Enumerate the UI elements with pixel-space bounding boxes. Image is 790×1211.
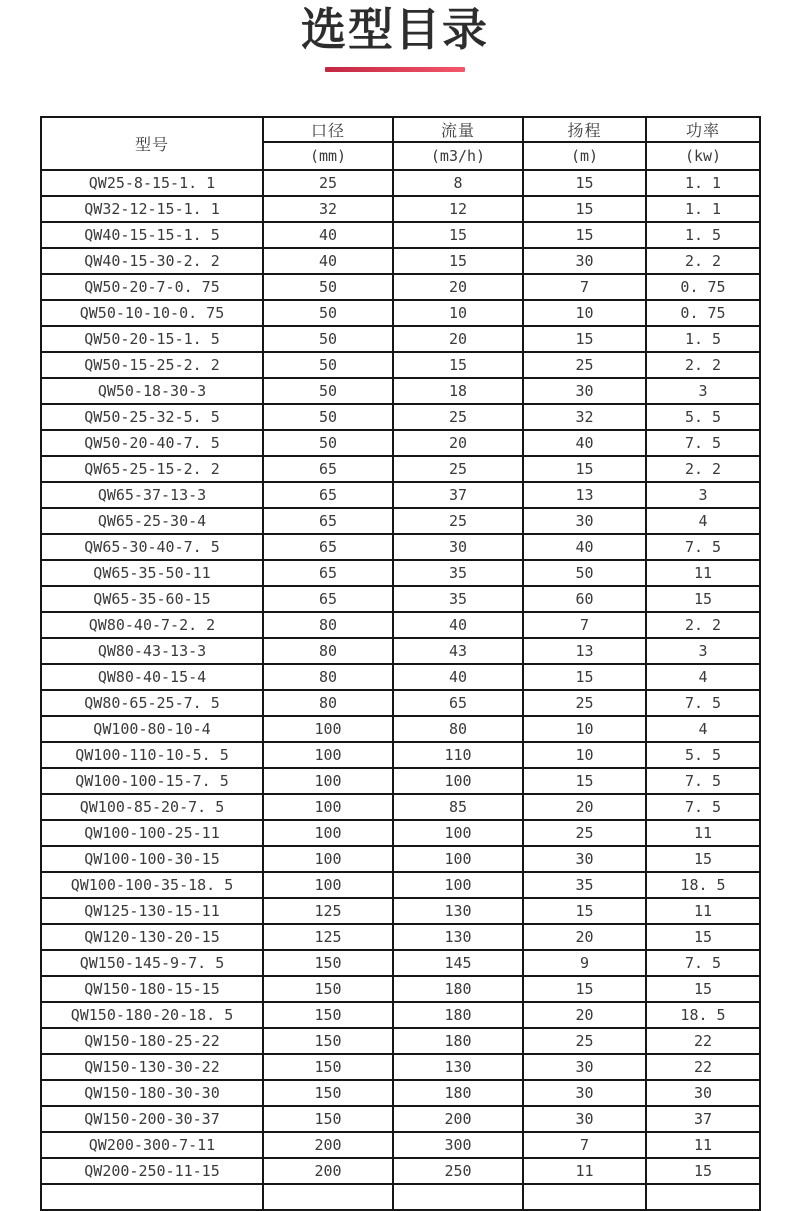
model-cell: QW40-15-30-2. 2 — [41, 248, 263, 274]
power-cell: 2. 2 — [646, 248, 760, 274]
model-cell: QW150-180-20-18. 5 — [41, 1002, 263, 1028]
table-row — [41, 326, 760, 352]
table-row — [41, 430, 760, 456]
diameter-cell: 65 — [263, 456, 393, 482]
head-cell: 30 — [523, 846, 646, 872]
flow-cell: 15 — [393, 248, 523, 274]
table-row — [41, 508, 760, 534]
model-cell: QW100-100-15-7. 5 — [41, 768, 263, 794]
power-cell: 15 — [646, 586, 760, 612]
flow-cell: 300 — [393, 1132, 523, 1158]
diameter-cell: 65 — [263, 560, 393, 586]
model-cell: QW50-20-7-0. 75 — [41, 274, 263, 300]
power-cell: 1. 5 — [646, 222, 760, 248]
power-cell: 7. 5 — [646, 534, 760, 560]
model-cell: QW65-35-50-11 — [41, 560, 263, 586]
table-row — [41, 898, 760, 924]
model-cell: QW150-145-9-7. 5 — [41, 950, 263, 976]
title-accent-divider — [325, 67, 465, 72]
model-cell: QW40-15-15-1. 5 — [41, 222, 263, 248]
flow-cell: 20 — [393, 430, 523, 456]
diameter-cell: 125 — [263, 924, 393, 950]
empty-cell — [41, 1184, 263, 1210]
power-cell: 7. 5 — [646, 430, 760, 456]
model-cell: QW32-12-15-1. 1 — [41, 196, 263, 222]
diameter-cell: 40 — [263, 248, 393, 274]
head-cell: 30 — [523, 378, 646, 404]
table-row — [41, 768, 760, 794]
table-row — [41, 352, 760, 378]
model-column-header: 型号 — [41, 117, 263, 170]
head-cell: 20 — [523, 794, 646, 820]
model-cell: QW80-65-25-7. 5 — [41, 690, 263, 716]
flow-cell: 20 — [393, 274, 523, 300]
table-row — [41, 560, 760, 586]
head-cell: 40 — [523, 534, 646, 560]
model-cell: QW120-130-20-15 — [41, 924, 263, 950]
model-cell: QW100-85-20-7. 5 — [41, 794, 263, 820]
head-cell: 15 — [523, 326, 646, 352]
flow-cell: 130 — [393, 898, 523, 924]
head-cell: 50 — [523, 560, 646, 586]
table-row — [41, 300, 760, 326]
flow-cell: 180 — [393, 1080, 523, 1106]
model-cell: QW100-80-10-4 — [41, 716, 263, 742]
diameter-cell: 150 — [263, 1080, 393, 1106]
power-cell: 4 — [646, 664, 760, 690]
flow-cell: 145 — [393, 950, 523, 976]
table-header — [41, 117, 760, 170]
flow-cell: 100 — [393, 846, 523, 872]
power-cell: 15 — [646, 846, 760, 872]
head-cell: 15 — [523, 898, 646, 924]
head-cell: 40 — [523, 430, 646, 456]
flow-cell: 37 — [393, 482, 523, 508]
table-row — [41, 248, 760, 274]
diameter-cell: 80 — [263, 690, 393, 716]
head-cell: 7 — [523, 612, 646, 638]
power-cell: 5. 5 — [646, 404, 760, 430]
table-row — [41, 222, 760, 248]
diameter-cell: 65 — [263, 534, 393, 560]
power-cell: 2. 2 — [646, 352, 760, 378]
flow-cell: 25 — [393, 404, 523, 430]
power-cell: 1. 1 — [646, 196, 760, 222]
model-cell: QW100-100-35-18. 5 — [41, 872, 263, 898]
flow-cell: 130 — [393, 1054, 523, 1080]
head-cell: 30 — [523, 508, 646, 534]
diameter-cell: 100 — [263, 846, 393, 872]
head-cell: 10 — [523, 742, 646, 768]
model-cell: QW50-18-30-3 — [41, 378, 263, 404]
diameter-cell: 150 — [263, 1002, 393, 1028]
table-row — [41, 638, 760, 664]
flow-cell: 15 — [393, 352, 523, 378]
flow-cell: 40 — [393, 612, 523, 638]
head-cell: 30 — [523, 1054, 646, 1080]
head-cell: 25 — [523, 352, 646, 378]
head-cell: 11 — [523, 1158, 646, 1184]
model-cell: QW65-37-13-3 — [41, 482, 263, 508]
diameter-cell: 200 — [263, 1132, 393, 1158]
flow-cell: 35 — [393, 560, 523, 586]
empty-cell — [393, 1184, 523, 1210]
table-row — [41, 456, 760, 482]
header-label-row — [41, 117, 760, 142]
diameter-cell: 150 — [263, 1054, 393, 1080]
table-row — [41, 950, 760, 976]
head-cell: 15 — [523, 768, 646, 794]
power-cell: 4 — [646, 716, 760, 742]
model-cell: QW150-180-15-15 — [41, 976, 263, 1002]
power-cell: 2. 2 — [646, 612, 760, 638]
diameter-cell: 150 — [263, 1028, 393, 1054]
power-cell: 11 — [646, 1132, 760, 1158]
diameter-cell: 80 — [263, 638, 393, 664]
diameter-column-header: 口径 — [263, 117, 393, 142]
flow-cell: 100 — [393, 820, 523, 846]
model-cell: QW100-100-30-15 — [41, 846, 263, 872]
power-cell: 15 — [646, 1158, 760, 1184]
power-cell: 37 — [646, 1106, 760, 1132]
head-cell: 32 — [523, 404, 646, 430]
model-cell: QW150-130-30-22 — [41, 1054, 263, 1080]
model-cell: QW50-10-10-0. 75 — [41, 300, 263, 326]
model-cell: QW150-200-30-37 — [41, 1106, 263, 1132]
diameter-cell: 80 — [263, 664, 393, 690]
flow-cell: 8 — [393, 170, 523, 196]
flow-cell: 25 — [393, 456, 523, 482]
diameter-cell: 150 — [263, 976, 393, 1002]
head-cell: 9 — [523, 950, 646, 976]
model-cell: QW80-40-15-4 — [41, 664, 263, 690]
table-row — [41, 404, 760, 430]
empty-cell — [263, 1184, 393, 1210]
table-row — [41, 690, 760, 716]
model-cell: QW200-250-11-15 — [41, 1158, 263, 1184]
power-cell: 7. 5 — [646, 950, 760, 976]
model-cell: QW125-130-15-11 — [41, 898, 263, 924]
table-row — [41, 170, 760, 196]
diameter-cell: 100 — [263, 872, 393, 898]
table-row — [41, 1028, 760, 1054]
diameter-cell: 50 — [263, 430, 393, 456]
power-cell: 1. 1 — [646, 170, 760, 196]
diameter-cell: 100 — [263, 794, 393, 820]
model-cell: QW150-180-25-22 — [41, 1028, 263, 1054]
head-cell: 25 — [523, 820, 646, 846]
head-cell: 15 — [523, 170, 646, 196]
table-row — [41, 274, 760, 300]
power-cell: 7. 5 — [646, 768, 760, 794]
table-row — [41, 1106, 760, 1132]
head-cell: 15 — [523, 456, 646, 482]
head-cell: 25 — [523, 690, 646, 716]
power-cell: 15 — [646, 924, 760, 950]
model-cell: QW65-25-15-2. 2 — [41, 456, 263, 482]
diameter-cell: 32 — [263, 196, 393, 222]
flow-cell: 20 — [393, 326, 523, 352]
head-cell: 7 — [523, 274, 646, 300]
flow-cell: 43 — [393, 638, 523, 664]
head-cell: 60 — [523, 586, 646, 612]
power-cell: 30 — [646, 1080, 760, 1106]
head-cell: 30 — [523, 1080, 646, 1106]
table-row — [41, 794, 760, 820]
model-cell: QW150-180-30-30 — [41, 1080, 263, 1106]
table-row — [41, 1002, 760, 1028]
power-cell: 11 — [646, 820, 760, 846]
power-cell: 0. 75 — [646, 274, 760, 300]
flow-cell: 80 — [393, 716, 523, 742]
table-row — [41, 196, 760, 222]
flow-cell: 12 — [393, 196, 523, 222]
flow-cell: 18 — [393, 378, 523, 404]
diameter-cell: 100 — [263, 742, 393, 768]
flow-cell: 180 — [393, 1002, 523, 1028]
table-row — [41, 924, 760, 950]
table-row — [41, 378, 760, 404]
flow-cell: 10 — [393, 300, 523, 326]
power-cell: 4 — [646, 508, 760, 534]
power-cell: 22 — [646, 1054, 760, 1080]
head-cell: 13 — [523, 482, 646, 508]
table-row — [41, 976, 760, 1002]
flow-cell: 30 — [393, 534, 523, 560]
diameter-cell: 50 — [263, 352, 393, 378]
empty-cell — [646, 1184, 760, 1210]
power-cell: 11 — [646, 898, 760, 924]
power-cell: 0. 75 — [646, 300, 760, 326]
table-row — [41, 742, 760, 768]
power-cell: 3 — [646, 378, 760, 404]
table-row — [41, 612, 760, 638]
power-cell: 7. 5 — [646, 794, 760, 820]
diameter-cell: 150 — [263, 1106, 393, 1132]
power-column-header: 功率 — [646, 117, 760, 142]
empty-cell — [523, 1184, 646, 1210]
head-cell: 25 — [523, 1028, 646, 1054]
table-row — [41, 1158, 760, 1184]
diameter-cell: 80 — [263, 612, 393, 638]
diameter-cell: 65 — [263, 482, 393, 508]
diameter-cell: 200 — [263, 1158, 393, 1184]
head-cell: 35 — [523, 872, 646, 898]
model-cell: QW80-43-13-3 — [41, 638, 263, 664]
model-cell: QW50-20-40-7. 5 — [41, 430, 263, 456]
head-cell: 15 — [523, 196, 646, 222]
model-cell: QW25-8-15-1. 1 — [41, 170, 263, 196]
diameter-cell: 125 — [263, 898, 393, 924]
model-cell: QW100-100-25-11 — [41, 820, 263, 846]
flow-cell: 200 — [393, 1106, 523, 1132]
power-cell: 3 — [646, 638, 760, 664]
model-cell: QW50-25-32-5. 5 — [41, 404, 263, 430]
diameter-cell: 40 — [263, 222, 393, 248]
head-cell: 7 — [523, 1132, 646, 1158]
flow-cell: 85 — [393, 794, 523, 820]
power-cell: 11 — [646, 560, 760, 586]
head-cell: 10 — [523, 300, 646, 326]
model-cell: QW200-300-7-11 — [41, 1132, 263, 1158]
table-body — [41, 170, 760, 1210]
diameter-cell: 100 — [263, 820, 393, 846]
diameter-cell: 100 — [263, 716, 393, 742]
power-cell: 3 — [646, 482, 760, 508]
diameter-cell: 50 — [263, 300, 393, 326]
table-row — [41, 534, 760, 560]
model-cell: QW50-20-15-1. 5 — [41, 326, 263, 352]
table-row — [41, 1054, 760, 1080]
head-column-header: 扬程 — [523, 117, 646, 142]
table-row — [41, 872, 760, 898]
model-cell: QW50-15-25-2. 2 — [41, 352, 263, 378]
flow-cell: 110 — [393, 742, 523, 768]
table-row-partial — [41, 1184, 760, 1210]
flow-cell: 250 — [393, 1158, 523, 1184]
diameter-unit: (mm) — [263, 142, 393, 170]
head-cell: 13 — [523, 638, 646, 664]
power-cell: 2. 2 — [646, 456, 760, 482]
flow-cell: 65 — [393, 690, 523, 716]
head-unit: (m) — [523, 142, 646, 170]
head-cell: 20 — [523, 1002, 646, 1028]
table-row — [41, 586, 760, 612]
page-title: 选型目录 — [300, 3, 489, 56]
head-cell: 10 — [523, 716, 646, 742]
table-row — [41, 664, 760, 690]
table-row — [41, 1080, 760, 1106]
table-row — [41, 820, 760, 846]
power-cell: 5. 5 — [646, 742, 760, 768]
table-row — [41, 482, 760, 508]
power-cell: 18. 5 — [646, 872, 760, 898]
table-row — [41, 1132, 760, 1158]
head-cell: 30 — [523, 1106, 646, 1132]
diameter-cell: 50 — [263, 378, 393, 404]
diameter-cell: 50 — [263, 326, 393, 352]
power-cell: 7. 5 — [646, 690, 760, 716]
diameter-cell: 25 — [263, 170, 393, 196]
diameter-cell: 150 — [263, 950, 393, 976]
power-cell: 18. 5 — [646, 1002, 760, 1028]
flow-cell: 100 — [393, 768, 523, 794]
flow-cell: 180 — [393, 1028, 523, 1054]
flow-cell: 25 — [393, 508, 523, 534]
model-cell: QW100-110-10-5. 5 — [41, 742, 263, 768]
diameter-cell: 65 — [263, 586, 393, 612]
diameter-cell: 65 — [263, 508, 393, 534]
diameter-cell: 100 — [263, 768, 393, 794]
model-cell: QW65-25-30-4 — [41, 508, 263, 534]
model-cell: QW65-35-60-15 — [41, 586, 263, 612]
power-unit: (kw) — [646, 142, 760, 170]
head-cell: 15 — [523, 222, 646, 248]
model-cell: QW65-30-40-7. 5 — [41, 534, 263, 560]
flow-cell: 130 — [393, 924, 523, 950]
flow-cell: 40 — [393, 664, 523, 690]
head-cell: 15 — [523, 976, 646, 1002]
head-cell: 20 — [523, 924, 646, 950]
flow-unit: (m3/h) — [393, 142, 523, 170]
selection-catalog-section — [40, 116, 790, 1211]
power-cell: 15 — [646, 976, 760, 1002]
diameter-cell: 50 — [263, 274, 393, 300]
diameter-cell: 50 — [263, 404, 393, 430]
selection-catalog-table — [40, 116, 761, 1211]
flow-cell: 100 — [393, 872, 523, 898]
flow-cell: 180 — [393, 976, 523, 1002]
flow-cell: 15 — [393, 222, 523, 248]
head-cell: 30 — [523, 248, 646, 274]
flow-cell: 35 — [393, 586, 523, 612]
table-row — [41, 846, 760, 872]
model-cell: QW80-40-7-2. 2 — [41, 612, 263, 638]
flow-column-header: 流量 — [393, 117, 523, 142]
power-cell: 22 — [646, 1028, 760, 1054]
head-cell: 15 — [523, 664, 646, 690]
power-cell: 1. 5 — [646, 326, 760, 352]
table-row — [41, 716, 760, 742]
